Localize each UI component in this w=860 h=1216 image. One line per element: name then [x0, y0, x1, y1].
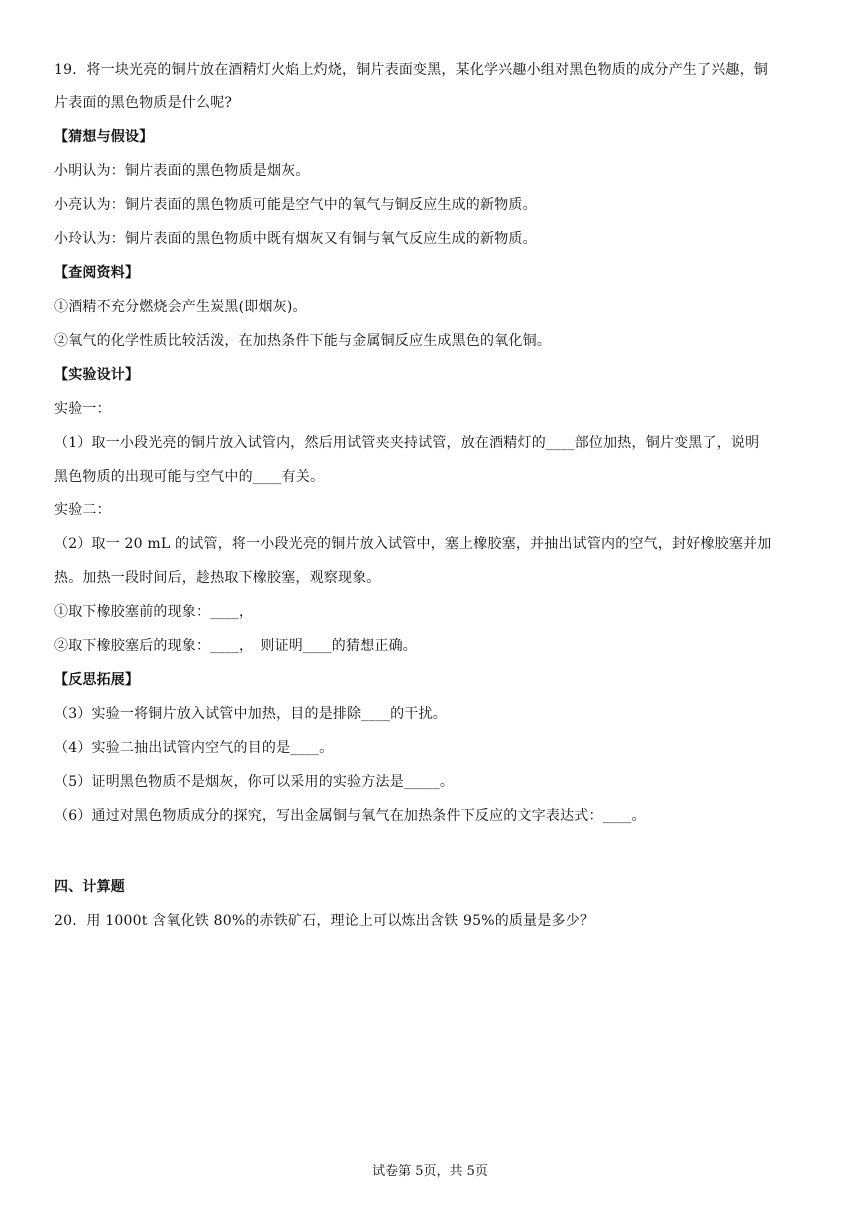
experiment-2-label: 实验二：: [54, 502, 111, 518]
reflection-item-5: （5）证明黑色物质不是烟灰，你可以采用的实验方法是_____。: [54, 774, 455, 790]
page-footer: 试卷第 5页，共 5页: [372, 1164, 488, 1179]
experiment-1-label: 实验一：: [54, 401, 111, 417]
reference-item-1: ①酒精不充分燃烧会产生炭黑(即烟灰)。: [54, 299, 307, 315]
reference-heading: 【查阅资料】: [54, 265, 140, 281]
q19-intro-line-1: 19．将一块光亮的铜片放在酒精灯火焰上灼烧，铜片表面变黑，某化学兴趣小组对黑色物质的成分产生了兴趣，铜: [54, 62, 769, 78]
hypothesis-heading: 【猜想与假设】: [54, 129, 154, 145]
design-heading: 【实验设计】: [54, 367, 140, 383]
reflection-item-3: （3）实验一将铜片放入试管中加热，目的是排除____的干扰。: [54, 706, 447, 722]
experiment-2-after: ②取下橡胶塞后的现象：____， 则证明____的猜想正确。: [54, 638, 417, 654]
hypothesis-xiaoliang: 小亮认为：铜片表面的黑色物质可能是空气中的氧气与铜反应生成的新物质。: [54, 197, 537, 213]
hypothesis-xiaoming: 小明认为：铜片表面的黑色物质是烟灰。: [54, 163, 310, 179]
reflection-heading: 【反思拓展】: [54, 672, 140, 688]
experiment-2-line-1: （2）取一 20 mL 的试管，将一小段光亮的铜片放入试管中，塞上橡胶塞，并抽出试管内的空气，封好橡胶塞并加: [54, 536, 772, 552]
experiment-2-before: ①取下橡胶塞前的现象：____，: [54, 604, 254, 620]
section-4-heading: 四、计算题: [54, 879, 125, 895]
experiment-1-line-2: 黑色物质的出现可能与空气中的____有关。: [54, 469, 325, 485]
q20-text: 20．用 1000t 含氧化铁 80%的赤铁矿石，理论上可以炼出含铁 95%的质量是多少？: [54, 913, 595, 929]
hypothesis-xiaoling: 小玲认为：铜片表面的黑色物质中既有烟灰又有铜与氧气反应生成的新物质。: [54, 231, 537, 247]
experiment-2-line-2: 热。加热一段时间后，趁热取下橡胶塞，观察现象。: [54, 570, 381, 586]
reference-item-2: ②氧气的化学性质比较活泼，在加热条件下能与金属铜反应生成黑色的氧化铜。: [54, 333, 551, 349]
reflection-item-6: （6）通过对黑色物质成分的探究，写出金属铜与氧气在加热条件下反应的文字表达式：____。: [54, 808, 646, 824]
experiment-1-line-1: （1）取一小段光亮的铜片放入试管内，然后用试管夹夹持试管，放在酒精灯的____部位加热，铜片变黑了，说明: [54, 435, 760, 451]
reflection-item-4: （4）实验二抽出试管内空气的目的是____。: [54, 740, 334, 756]
q19-intro-line-2: 片表面的黑色物质是什么呢?: [54, 95, 233, 111]
